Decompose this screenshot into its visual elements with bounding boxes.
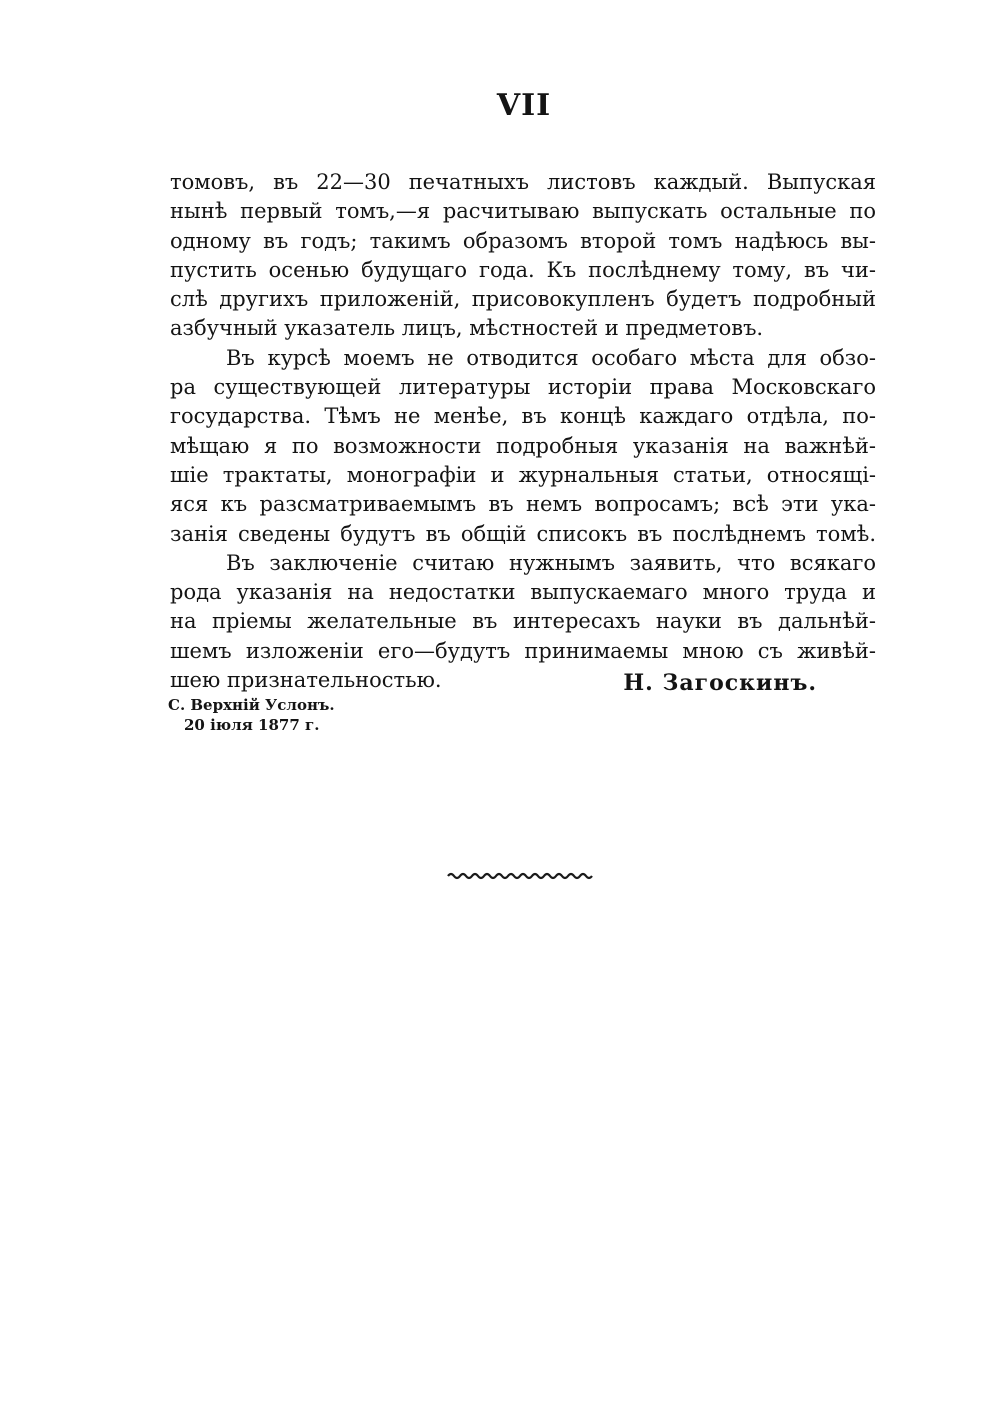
text-line: азбучный указатель лицъ, мѣстностей и предметовъ. [170,316,764,341]
author-signature: Н. Загоскинъ. [623,670,817,696]
paragraph-1 [170,168,876,344]
place-and-date [168,695,335,735]
date: 20 іюля 1877 г. [184,716,320,734]
text-line: яся къ разсматриваемымъ въ немъ вопросамъ; всѣ эти ука- [170,492,876,517]
text-line: пустить осенью будущаго года. Къ послѣднему тому, въ чи- [170,257,876,282]
text-line: ра существующей литературы исторіи права Московскаго [170,375,876,400]
text-line: Въ заключеніе считаю нужнымъ заявить, что всякаго [226,550,876,575]
text-line: шею признательностью. [170,668,442,693]
text-line: одному въ годъ; такимъ образомъ второй томъ надѣюсь вы- [170,228,876,253]
text-line: Въ курсѣ моемъ не отводится особаго мѣста для обзо- [226,345,876,370]
text-line: шемъ изложеніи его—будутъ принимаемы мною съ живѣй- [170,638,876,663]
text-line: нынѣ первый томъ,—я расчитываю выпускать остальные по [170,199,876,224]
text-line: мѣщаю я по возможности подробныя указанія на важнѣй- [170,433,876,458]
wavy-divider [446,868,594,882]
text-line: государства. Тѣмъ не менѣе, въ концѣ каждаго отдѣла, по- [170,404,876,429]
text-line: шіе трактаты, монографіи и журнальныя статьи, относящі- [170,462,876,487]
text-line: рода указанія на недостатки выпускаемаго много труда и [170,580,876,605]
page-number: VII [496,88,552,123]
text-line: на пріемы желательные въ интересахъ науки въ дальнѣй- [170,609,876,634]
text-line: томовъ, въ 22—30 печатныхъ листовъ каждый. Выпуская [170,170,876,194]
text-line: занія сведены будутъ въ общій списокъ въ послѣднемъ томѣ. [170,521,876,546]
paragraph-2 [170,344,876,549]
place: С. Верхній Услонъ. [168,696,335,714]
text-line: слѣ другихъ приложеній, присовокупленъ будетъ подробный [170,287,876,312]
body-text [170,168,876,695]
